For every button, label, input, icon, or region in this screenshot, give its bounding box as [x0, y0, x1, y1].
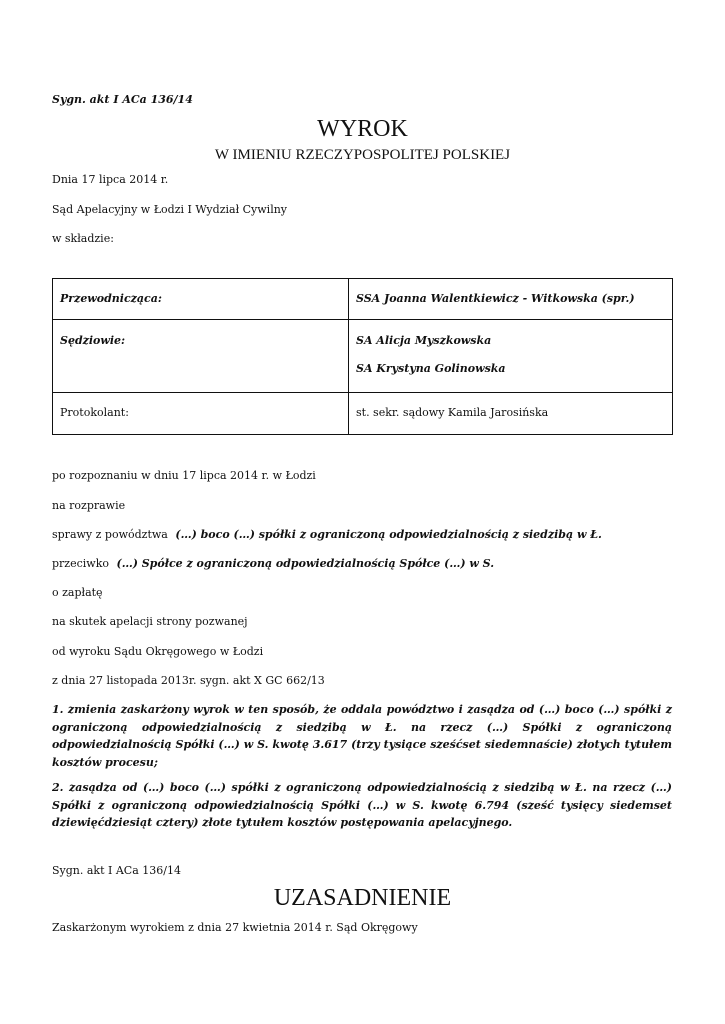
- chair-value: SSA Joanna Walentkiewicz - Witkowska (spr.): [349, 279, 673, 320]
- composition-label: w składzie:: [52, 232, 114, 245]
- judgment-date: Dnia 17 lipca 2014 r.: [52, 173, 169, 186]
- judge-name: SA Alicja Myszkowska: [356, 334, 492, 347]
- court-composition-table: [52, 278, 673, 435]
- reasoning-first-line: Zaskarżonym wyrokiem z dnia 27 kwietnia 2014 r. Sąd Okręgowy: [52, 921, 418, 934]
- judges-cell: [349, 320, 673, 393]
- clerk-value: st. sekr. sądowy Kamila Jarosińska: [349, 393, 673, 435]
- judges-label: Sędziowie:: [53, 320, 349, 393]
- from-judgment-line: od wyroku Sądu Okręgowego w Łodzi: [52, 645, 264, 658]
- judgment-date-line: z dnia 27 listopada 2013r. sygn. akt X GC 662/13: [52, 674, 325, 687]
- ruling-2: 2. zasądza od (…) boco (…) spółki z ograniczoną odpowiedzialnością z siedzibą w Ł. na rzecz (…) Spółki z ograniczoną odpowiedzialnością Spółki (…) w S. kwotę 6.794 (sześć tysięcy siedemset dziewięćdziesiąt cztery) złote tytułem kosztów postępowania apelacyjnego.: [52, 781, 672, 829]
- table-row: [53, 393, 673, 435]
- reasoning-case-reference: Sygn. akt I ACa 136/14: [52, 864, 181, 877]
- defendant-name: (…) Spółce z ograniczoną odpowiedzialnością Spółce (…) w S.: [116, 557, 495, 570]
- plaintiff-name: (…) boco (…) spółki z ograniczoną odpowiedzialnością z siedzibą w Ł.: [175, 528, 602, 541]
- plaintiff-line: [52, 528, 602, 542]
- hearing-line: po rozpoznaniu w dniu 17 lipca 2014 r. w Łodzi: [52, 469, 316, 482]
- document-subtitle: W IMIENIU RZECZYPOSPOLITEJ POLSKIEJ: [214, 147, 511, 163]
- table-row: [53, 279, 673, 320]
- reasoning-title: UZASADNIENIE: [273, 885, 452, 911]
- against-prefix: przeciwko: [52, 557, 109, 570]
- court-name: Sąd Apelacyjny w Łodzi I Wydział Cywilny: [52, 203, 288, 216]
- chair-label: Przewodnicząca:: [53, 279, 349, 320]
- case-reference: Sygn. akt I ACa 136/14: [52, 93, 193, 106]
- table-row: [53, 320, 673, 393]
- claim-line: o zapłatę: [52, 586, 103, 599]
- appeal-line: na skutek apelacji strony pozwanej: [52, 615, 248, 628]
- defendant-line: [52, 557, 494, 571]
- case-prefix: sprawy z powództwa: [52, 528, 168, 541]
- clerk-label: Protokolant:: [53, 393, 349, 435]
- session-line: na rozprawie: [52, 499, 126, 512]
- document-title: WYROK: [317, 116, 408, 142]
- ruling-1: 1. zmienia zaskarżony wyrok w ten sposób, że oddala powództwo i zasądza od (…) boco (…) spółki z ograniczoną odpowiedzialnością z siedzibą w Ł. na rzecz (…) Spółki z ograniczoną odpowiedzialnością Spółki (…) w S. kwotę 3.617 (trzy tysiące sześćset siedemnaście) złotych tytułem kosztów procesu;: [52, 703, 672, 769]
- judge-name: SA Krystyna Golinowska: [356, 362, 506, 375]
